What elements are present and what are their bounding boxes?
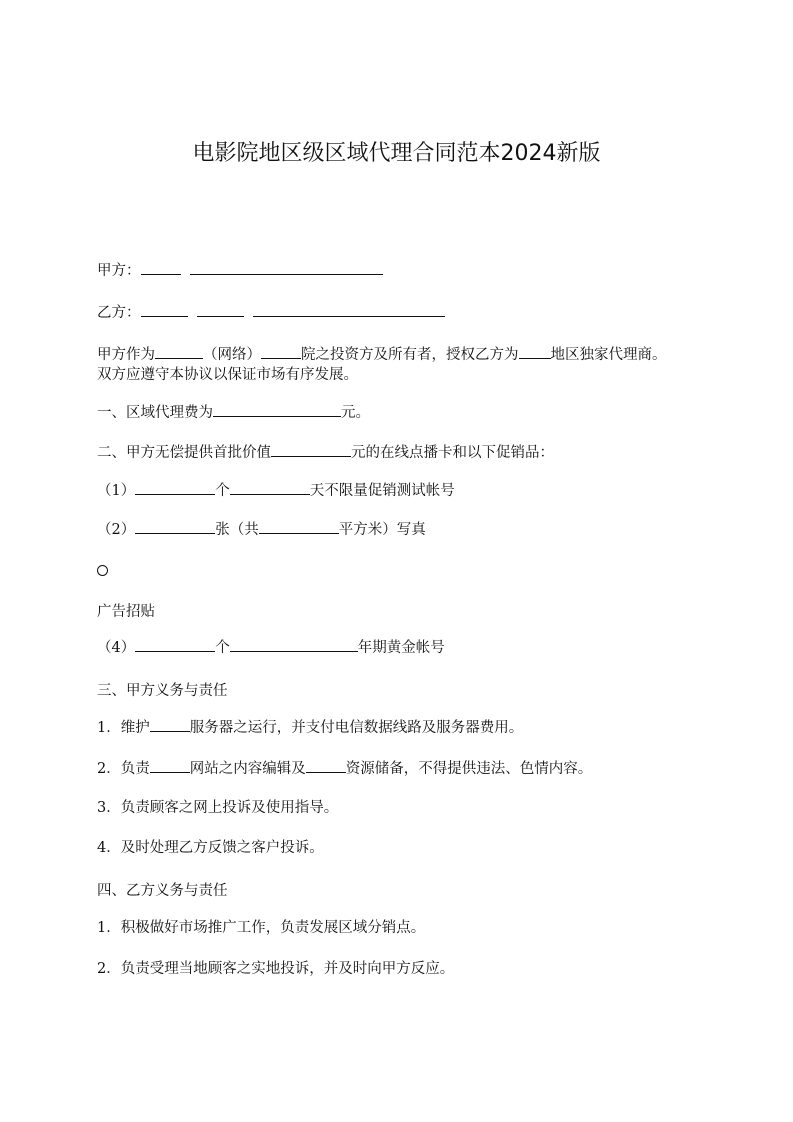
s3-p2-text-3: 资源储备，不得提供违法、色情内容。 bbox=[345, 761, 593, 777]
intro-blank-3 bbox=[519, 344, 551, 359]
intro-line-1 bbox=[97, 344, 667, 366]
item-4-number: （4） bbox=[97, 640, 136, 656]
item-1-text-1: 个 bbox=[215, 483, 230, 499]
section-1-text-2: 元。 bbox=[341, 405, 370, 421]
section-2-blank bbox=[271, 442, 351, 457]
s3-p2-blank-2 bbox=[306, 758, 346, 773]
party-a-blank-2 bbox=[190, 260, 383, 275]
party-b-line bbox=[97, 302, 445, 324]
item-2-blank-1 bbox=[135, 519, 215, 534]
party-a-blank-1 bbox=[141, 260, 181, 275]
item-1-blank-1 bbox=[135, 480, 215, 495]
intro-text-2: （网络） bbox=[203, 347, 261, 363]
document-title: 电影院地区级区域代理合同范本2024新版 bbox=[192, 141, 601, 166]
section-2-item-2 bbox=[97, 519, 426, 541]
s3-p2-text-2: 网站之内容编辑及 bbox=[189, 761, 306, 777]
section-4-p1: 1．积极做好市场推广工作，负责发展区域分销点。 bbox=[97, 920, 426, 936]
section-1-text-1: 一、区域代理费为 bbox=[97, 405, 213, 421]
section-4-p2: 2．负责受理当地顾客之实地投诉，并及时向甲方反应。 bbox=[97, 961, 455, 977]
section-2-item-4 bbox=[97, 637, 445, 659]
party-a-line bbox=[97, 260, 383, 282]
party-b-blank-1 bbox=[141, 302, 188, 317]
s3-p1-text-1: 1．维护 bbox=[97, 720, 150, 736]
item-2-blank-2 bbox=[259, 519, 339, 534]
section-1-line bbox=[97, 402, 370, 424]
item-1-blank-2 bbox=[230, 480, 310, 495]
intro-text-1: 甲方作为 bbox=[97, 347, 155, 363]
intro-blank-2 bbox=[261, 344, 301, 359]
circle-mark-line bbox=[97, 561, 108, 583]
section-3-p2 bbox=[97, 758, 592, 780]
section-2-ad: 广告招贴 bbox=[97, 604, 155, 620]
item-4-blank-1 bbox=[135, 637, 215, 652]
circle-icon bbox=[97, 565, 108, 576]
party-b-label: 乙方： bbox=[97, 305, 141, 321]
section-2-text-1: 二、甲方无偿提供首批价值 bbox=[97, 445, 271, 461]
item-4-blank-2 bbox=[230, 637, 358, 652]
section-3-p3: 3．负责顾客之网上投诉及使用指导。 bbox=[97, 800, 339, 816]
party-a-label: 甲方： bbox=[97, 263, 141, 279]
item-2-text-1: 张（共 bbox=[215, 522, 259, 538]
section-3-p4: 4．及时处理乙方反馈之客户投诉。 bbox=[97, 840, 324, 856]
party-b-blank-2 bbox=[197, 302, 244, 317]
intro-text-4: 地区独家代理商。 bbox=[550, 347, 667, 363]
s3-p1-text-2: 服务器之运行，并支付电信数据线路及服务器费用。 bbox=[189, 720, 524, 736]
s3-p1-blank bbox=[150, 717, 190, 732]
s3-p2-blank-1 bbox=[150, 758, 190, 773]
item-4-text-1: 个 bbox=[215, 640, 230, 656]
section-2-heading bbox=[97, 442, 554, 464]
item-1-number: （1） bbox=[97, 483, 136, 499]
party-b-blank-3 bbox=[253, 302, 445, 317]
item-2-number: （2） bbox=[97, 522, 136, 538]
s3-p2-text-1: 2．负责 bbox=[97, 761, 150, 777]
section-1-blank bbox=[213, 402, 341, 417]
section-2-item-1 bbox=[97, 480, 455, 502]
section-2-text-2: 元的在线点播卡和以下促销品： bbox=[351, 445, 554, 461]
section-4-heading: 四、乙方义务与责任 bbox=[97, 883, 228, 899]
item-4-text-2: 年期黄金帐号 bbox=[357, 640, 445, 656]
item-1-text-2: 天不限量促销测试帐号 bbox=[309, 483, 455, 499]
intro-blank-1 bbox=[155, 344, 203, 359]
section-3-heading: 三、甲方义务与责任 bbox=[97, 683, 228, 699]
section-3-p1 bbox=[97, 717, 523, 739]
intro-text-3: 院之投资方及所有者，授权乙方为 bbox=[301, 347, 519, 363]
intro-line-2: 双方应遵守本协议以保证市场有序发展。 bbox=[97, 367, 358, 383]
item-2-text-2: 平方米）写真 bbox=[338, 522, 426, 538]
